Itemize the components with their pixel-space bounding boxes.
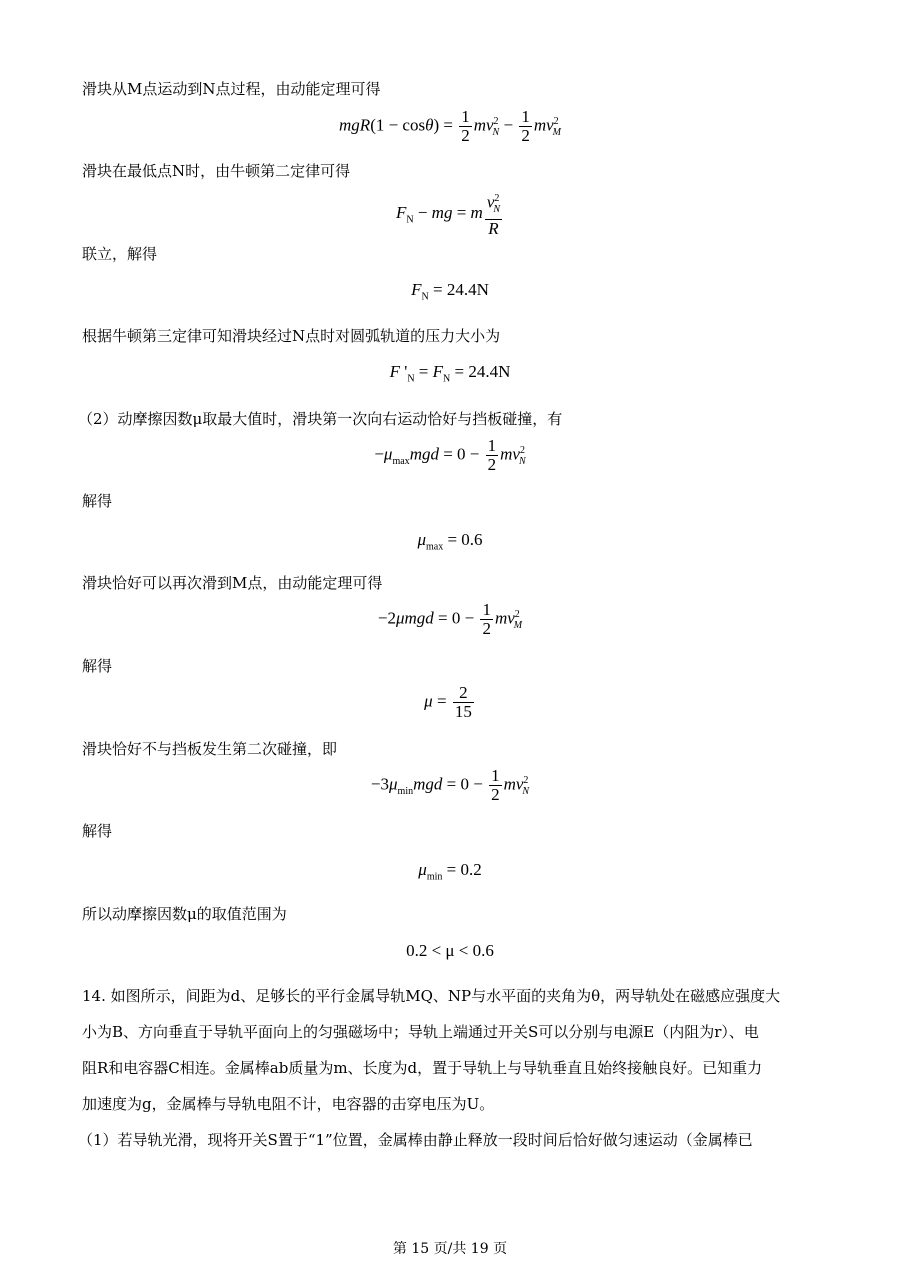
equation-fn-prime: F '$_N = F_N = 24.4N$: [389, 362, 511, 385]
text-line-5: （2）动摩擦因数μ取最大值时，滑块第一次向右运动恰好与挡板碰撞，有: [78, 410, 563, 428]
problem-14-line-5: （1）若导轨光滑，现将开关S置于“1”位置，金属棒由静止释放一段时间后恰好做匀速运动（金属棒已: [78, 1131, 753, 1149]
text-line-10: 解得: [82, 822, 113, 840]
page-footer: 第 15 页/共 19 页: [392, 1241, 508, 1257]
equation-mu-min: $-3\mu_{min}mgd = 0$ − $\frac{1}{2}$ $mv^2_N$: [370, 766, 530, 804]
text-line-6: 解得: [82, 492, 113, 510]
text-line-1: 滑块从M点运动到N点过程，由动能定理可得: [82, 80, 381, 98]
text-line-8: 解得: [82, 657, 113, 675]
equation-mu-max-value: $\mu_{max} = 0.6$: [417, 530, 483, 553]
equation-newton2: $F_N$ − mg = m $\frac{v^2_N}{R}$: [0, 190, 900, 238]
equation-mu-value: μ = $\frac{2}{15}$: [424, 683, 472, 721]
text-line-3: 联立，解得: [82, 245, 158, 263]
problem-14: [78, 978, 822, 1158]
equation-mu-range: 0.2 < μ < 0.6: [406, 941, 494, 960]
equation-mu-min-value: $\mu_{min} = 0.2$: [418, 860, 482, 883]
problem-14-line-1: 14. 如图所示，间距为d、足够长的平行金属导轨MQ、NP与水平面的夹角为θ，两导轨处在磁感应强度大: [82, 987, 781, 1005]
equation-mu-max: $-\mu_{max}mgd = 0$ − $\frac{1}{2}$ $mv^2_N$: [374, 436, 526, 474]
text-line-9: 滑块恰好不与挡板发生第二次碰撞，即: [82, 740, 338, 758]
equation-mu-m: −2μmgd = 0 − $\frac{1}{2}$ $mv^2_M$: [377, 600, 523, 638]
equation-fn: $F_N = 24.4N$: [411, 280, 489, 303]
text-line-4: 根据牛顿第三定律可知滑块经过N点时对圆弧轨道的压力大小为: [82, 327, 501, 345]
problem-14-line-2: 小为B、方向垂直于导轨平面向上的匀强磁场中；导轨上端通过开关S可以分别与电源E（内阻为r）、电: [82, 1023, 759, 1041]
problem-14-line-4: 加速度为g，金属棒与导轨电阻不计，电容器的击穿电压为U。: [82, 1095, 495, 1113]
text-line-2: 滑块在最低点N时，由牛顿第二定律可得: [82, 162, 351, 180]
equation-energy-mn: mgR(1 − cosθ) = $\frac{1}{2}$ $mv^2_N$ − $\frac{1}{2}$ $mv^2_M$: [339, 107, 561, 145]
text-line-11: 所以动摩擦因数μ的取值范围为: [82, 905, 287, 923]
problem-14-line-3: 阻R和电容器C相连。金属棒ab质量为m、长度为d，置于导轨上与导轨垂直且始终接触良好。已知重力: [82, 1059, 763, 1077]
text-line-7: 滑块恰好可以再次滑到M点，由动能定理可得: [82, 574, 383, 592]
